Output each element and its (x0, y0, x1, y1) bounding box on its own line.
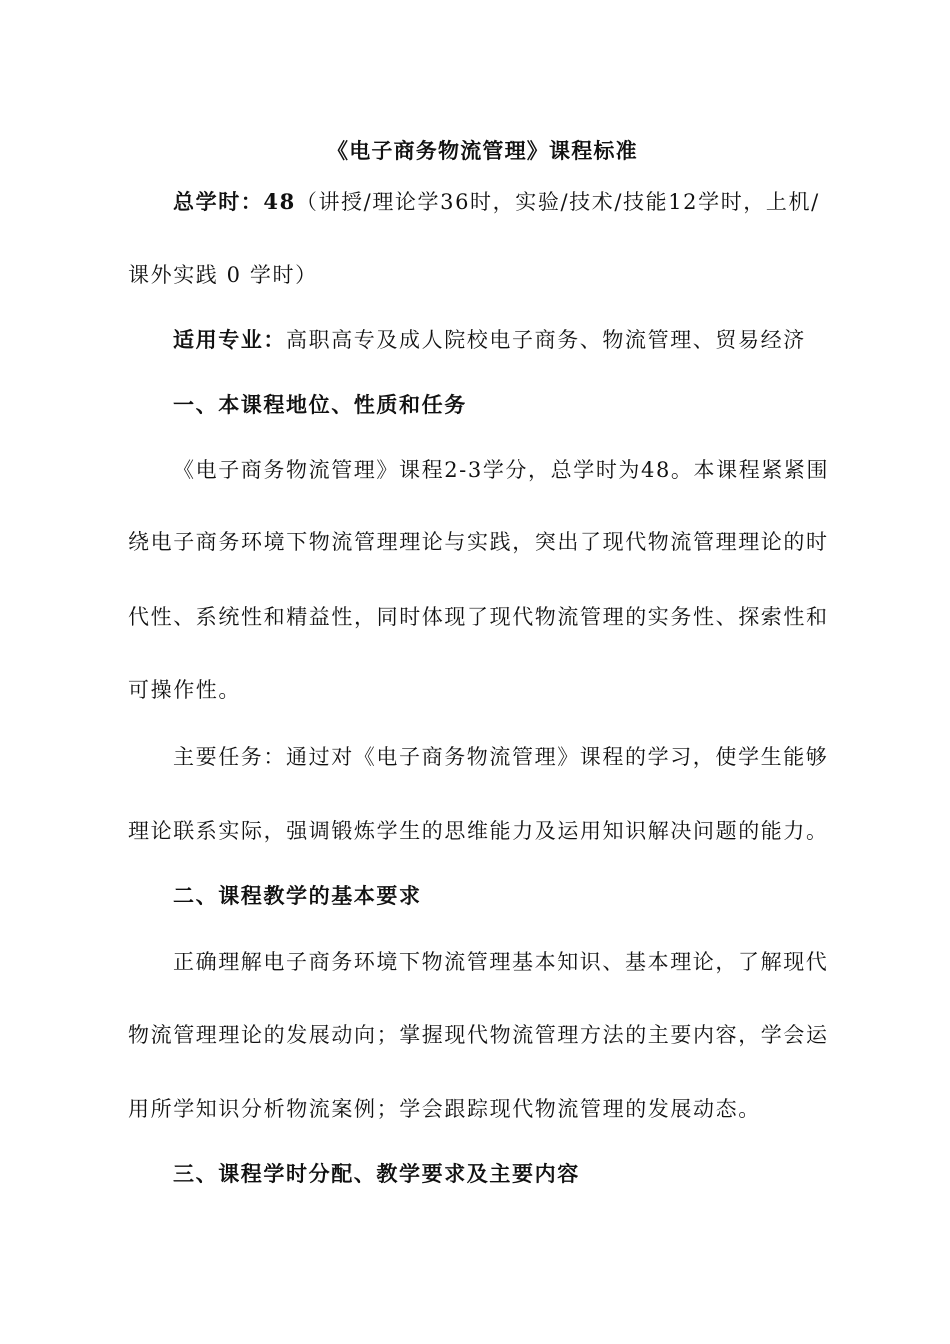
total-hours-detail: （讲授/理论学36时，实验/技术/技能12学时，上机/ (295, 190, 820, 214)
section-1-para-2-line: 理论联系实际，强调锻炼学生的思维能力及运用知识解决问题的能力。 (128, 819, 829, 843)
applicable-major-line (173, 326, 806, 354)
section-1-para-1-line: 绕电子商务环境下物流管理理论与实践，突出了现代物流管理理论的时 (128, 530, 829, 554)
section-2-para-1-line: 物流管理理论的发展动向；掌握现代物流管理方法的主要内容，学会运 (128, 1023, 829, 1047)
section-1-para-1-line: 《电子商务物流管理》课程2-3学分，总学时为48。本课程紧紧围 (173, 458, 830, 482)
section-2-heading: 二、课程教学的基本要求 (173, 883, 422, 908)
section-1-para-1-line: 代性、系统性和精益性，同时体现了现代物流管理的实务性、探索性和 (128, 605, 829, 629)
total-hours-value: 48 (263, 189, 296, 214)
section-1-heading: 一、本课程地位、性质和任务 (173, 392, 467, 417)
document-title: 《电子商务物流管理》课程标准 (327, 138, 638, 163)
section-1-para-2-line: 主要任务：通过对《电子商务物流管理》课程的学习，使学生能够 (173, 745, 829, 769)
total-hours-line (173, 188, 820, 216)
section-1-para-1-line: 可操作性。 (128, 678, 241, 702)
section-3-heading: 三、课程学时分配、教学要求及主要内容 (173, 1161, 580, 1186)
section-2-para-1-line: 用所学知识分析物流案例；学会跟踪现代物流管理的发展动态。 (128, 1097, 761, 1121)
total-hours-label: 总学时： (173, 189, 264, 214)
total-hours-detail-continued: 课外实践 0 学时） (128, 263, 318, 287)
applicable-major-label: 适用专业： (173, 327, 286, 352)
section-2-para-1-line: 正确理解电子商务环境下物流管理基本知识、基本理论，了解现代 (173, 950, 829, 974)
applicable-major-value: 高职高专及成人院校电子商务、物流管理、贸易经济 (286, 328, 806, 352)
